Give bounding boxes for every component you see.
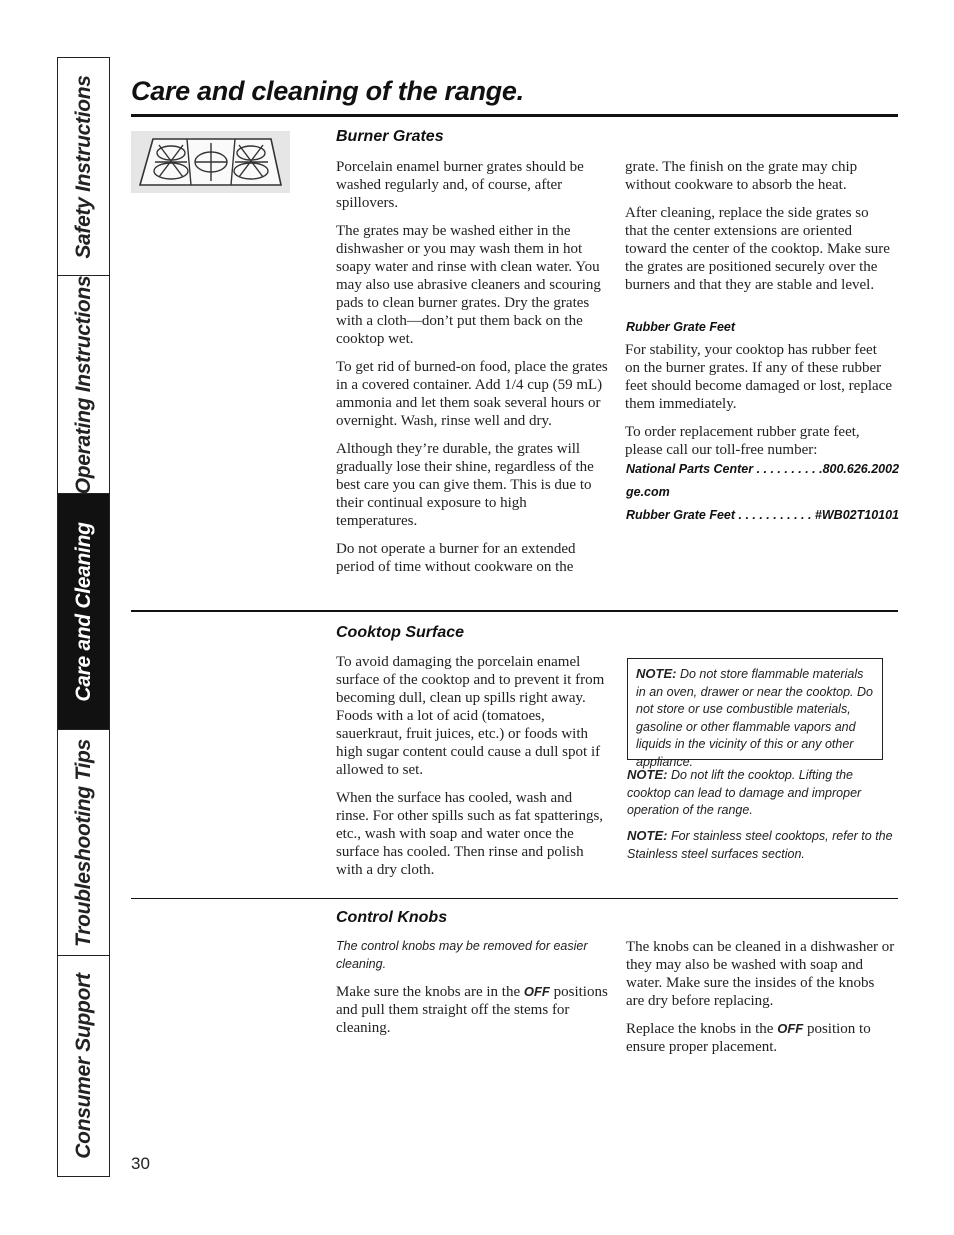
tab-consumer-support[interactable]: Consumer Support: [71, 973, 95, 1159]
note-text: Do not store flammable materials in an oven, drawer or near the cooktop. Do not store or use combustible materials, gasoline or other flammable vapors and liquids in the vicinity of this or any other appliance.: [636, 667, 873, 769]
paragraph: To get rid of burned-on food, place the grates in a covered container. Add 1/4 cup (59 mL) ammonia and let them soak several hours or overnight. Wash, rinse well and dry.: [336, 359, 608, 429]
title-rule: [131, 114, 898, 117]
rubber-feet-part-number: Rubber Grate Feet . . . . . . . . . . . #WB02T10101: [626, 508, 900, 522]
tab-care-and-cleaning[interactable]: Care and Cleaning: [58, 494, 109, 730]
tab-safety-instructions[interactable]: Safety Instructions: [58, 58, 109, 276]
paragraph: Porcelain enamel burner grates should be washed regularly and, of course, after spillovers.: [336, 159, 584, 211]
flammable-warning-box: [627, 658, 883, 769]
section-divider: [131, 610, 898, 612]
paragraph: The knobs can be cleaned in a dishwasher or they may also be washed with soap and water. Make sure the insides of the knobs are dry before replacing.: [626, 939, 895, 1009]
section-tabs: [57, 57, 110, 1177]
paragraph: The grates may be washed either in the dishwasher or you may wash them in hot soapy water and rinse with clean water. You may also use abrasive cleaners and scouring pads to clean burner grates. Dry the grates with a cloth—don’t put them back on the cooktop wet.: [336, 223, 601, 347]
rubber-grate-feet-heading: Rubber Grate Feet: [626, 320, 736, 334]
website-link[interactable]: ge.com: [626, 485, 670, 499]
paragraph: Although they’re durable, the grates will gradually lose their shine, regardless of the best care you can give them. This is due to their continual exposure to high temperatures.: [336, 441, 594, 529]
burner-grate-icon: [131, 131, 290, 193]
cooktop-surface-col1: [336, 653, 608, 889]
parts-center-phone: National Parts Center . . . . . . . . . .800.626.2002: [626, 462, 900, 476]
note-label: NOTE:: [627, 767, 668, 782]
control-knobs-col1: [336, 983, 608, 1047]
rubber-feet-text: [625, 341, 893, 469]
control-knobs-col2: [626, 938, 896, 1066]
note-lift-cooktop: [627, 766, 897, 820]
off-label: OFF: [777, 1021, 804, 1036]
burner-grates-heading: Burner Grates: [336, 128, 444, 145]
note-stainless: [627, 827, 897, 863]
paragraph: For stability, your cooktop has rubber feet on the burner grates. If any of these rubber feet should become damaged or lost, replace them immediately.: [625, 342, 892, 412]
off-label: OFF: [523, 984, 550, 999]
control-knobs-heading: Control Knobs: [336, 909, 448, 926]
tab-troubleshooting-tips[interactable]: Troubleshooting Tips: [58, 730, 109, 956]
note-text: Do not lift the cooktop. Lifting the cooktop can lead to damage and improper operation of the range.: [627, 768, 862, 817]
section-divider: [131, 898, 898, 899]
note-label: NOTE:: [636, 666, 677, 681]
paragraph: After cleaning, replace the side grates so that the center extensions are oriented toward the center of the cooktop. Make sure the grates are positioned securely over the burners and that they are stable and level.: [625, 205, 890, 293]
page-number: 30: [131, 1154, 150, 1173]
page-title: Care and cleaning of the range.: [131, 76, 524, 106]
cooktop-surface-heading: Cooktop Surface: [336, 624, 465, 641]
paragraph: grate. The finish on the grate may chip without cookware to absorb the heat.: [625, 159, 858, 193]
burner-grates-col1: [336, 158, 608, 586]
burner-grate-illustration: [131, 131, 290, 193]
paragraph: To avoid damaging the porcelain enamel surface of the cooktop and to prevent it from becoming dull, clean up spills right away. Foods with a lot of acid (tomatoes, sauerkraut, fruit juices, etc.) or foods with high sugar content could cause a dull spot if allowed to set.: [336, 654, 605, 778]
paragraph: Do not operate a burner for an extended period of time without cookware on the: [336, 541, 576, 575]
note-text: For stainless steel cooktops, refer to the Stainless steel surfaces section.: [627, 829, 893, 861]
paragraph: Make sure the knobs are in the OFF positions and pull them straight off the stems for cleaning.: [336, 984, 608, 1036]
paragraph: Replace the knobs in the OFF position to ensure proper placement.: [626, 1021, 871, 1055]
control-knobs-intro: The control knobs may be removed for easier cleaning.: [336, 939, 588, 971]
burner-grates-col2: [625, 158, 893, 304]
paragraph: When the surface has cooled, wash and rinse. For other spills such as fat spatterings, etc., wash with soap and water once the surface has cooled. Then rinse and polish with a dry cloth.: [336, 790, 604, 878]
paragraph: To order replacement rubber grate feet, please call our toll-free number:: [625, 424, 860, 458]
tab-operating-instructions[interactable]: Operating Instructions: [58, 276, 109, 494]
note-label: NOTE:: [627, 828, 668, 843]
